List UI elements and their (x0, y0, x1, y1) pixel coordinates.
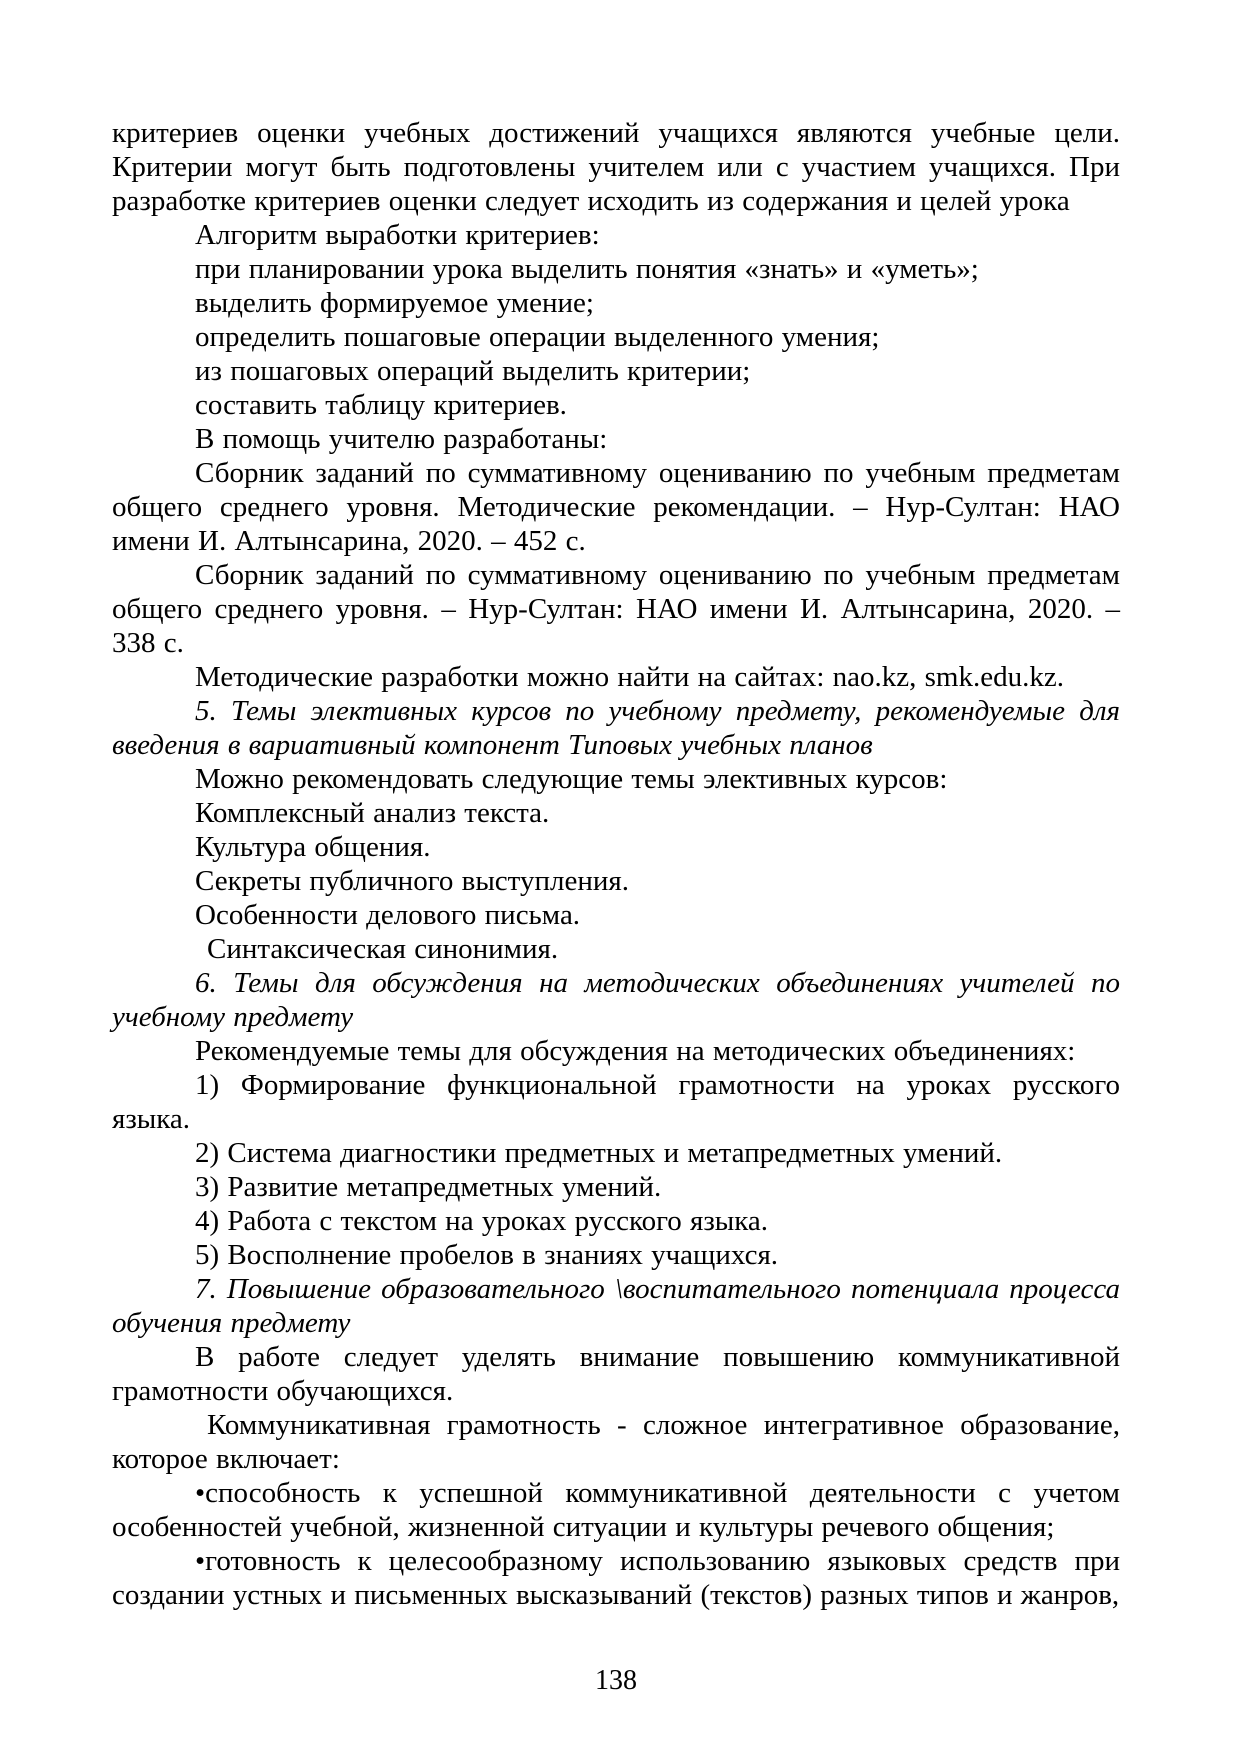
section-heading: 7. Повышение образовательного \воспитательного потенциала процесса обучения предмету (112, 1273, 1120, 1339)
paragraph: Сборник заданий по суммативному оцениванию по учебным предметам общего среднего уровня. – Нур-Султан: НАО имени И. Алтынсарина, 2020. – 338 с. (112, 559, 1120, 659)
paragraph: определить пошаговые операции выделенного умения; (195, 321, 880, 353)
paragraph: •способность к успешной коммуникативной деятельности с учетом особенностей учебной, жизненной ситуации и культуры речевого общения; (112, 1477, 1120, 1543)
paragraph: выделить формируемое умение; (195, 287, 594, 319)
paragraph: из пошаговых операций выделить критерии; (195, 355, 751, 387)
section-heading: 6. Темы для обсуждения на методических объединениях учителей по учебному предмету (112, 967, 1120, 1033)
paragraph: Алгоритм выработки критериев: (195, 219, 600, 251)
paragraph: 2) Система диагностики предметных и метапредметных умений. (195, 1137, 1003, 1169)
paragraph: Методические разработки можно найти на сайтах: nao.kz, smk.edu.kz. (195, 661, 1064, 693)
section-heading: 5. Темы элективных курсов по учебному предмету, рекомендуемые для введения в вариативный компонент Типовых учебных планов (112, 695, 1120, 761)
paragraph: Секреты публичного выступления. (195, 865, 629, 897)
paragraph: 5) Восполнение пробелов в знаниях учащихся. (195, 1239, 779, 1271)
document-body (112, 116, 1120, 1612)
paragraph: Коммуникативная грамотность - сложное интегративное образование, которое включает: (112, 1409, 1120, 1475)
page-number: 138 (595, 1665, 637, 1696)
paragraph: •готовность к целесообразному использованию языковых средств при создании устных и письменных высказываний (текстов) разных типов и жанров, (112, 1545, 1120, 1611)
paragraph: Рекомендуемые темы для обсуждения на методических объединениях: (195, 1035, 1076, 1067)
paragraph: Сборник заданий по суммативному оцениванию по учебным предметам общего среднего уровня. Методические рекомендации. – Нур-Султан: НАО имени И. Алтынсарина, 2020. – 452 с. (112, 457, 1120, 557)
paragraph: В работе следует уделять внимание повышению коммуникативной грамотности обучающихся. (112, 1341, 1120, 1407)
paragraph: Можно рекомендовать следующие темы элективных курсов: (195, 763, 948, 795)
paragraph: В помощь учителю разработаны: (195, 423, 608, 455)
paragraph: составить таблицу критериев. (195, 389, 567, 421)
paragraph: Синтаксическая синонимия. (207, 933, 559, 965)
paragraph: 1) Формирование функциональной грамотности на уроках русского языка. (112, 1069, 1120, 1135)
paragraph: Комплексный анализ текста. (195, 797, 550, 829)
paragraph: 3) Развитие метапредметных умений. (195, 1171, 662, 1203)
paragraph: критериев оценки учебных достижений учащихся являются учебные цели. Критерии могут быть подготовлены учителем или с участием учащихся. При разработке критериев оценки следует исходить из содержания и целей урока (112, 117, 1120, 217)
paragraph: Культура общения. (195, 831, 431, 863)
paragraph: 4) Работа с текстом на уроках русского языка. (195, 1205, 769, 1237)
paragraph: при планировании урока выделить понятия «знать» и «уметь»; (195, 253, 979, 285)
paragraph: Особенности делового письма. (195, 899, 581, 931)
